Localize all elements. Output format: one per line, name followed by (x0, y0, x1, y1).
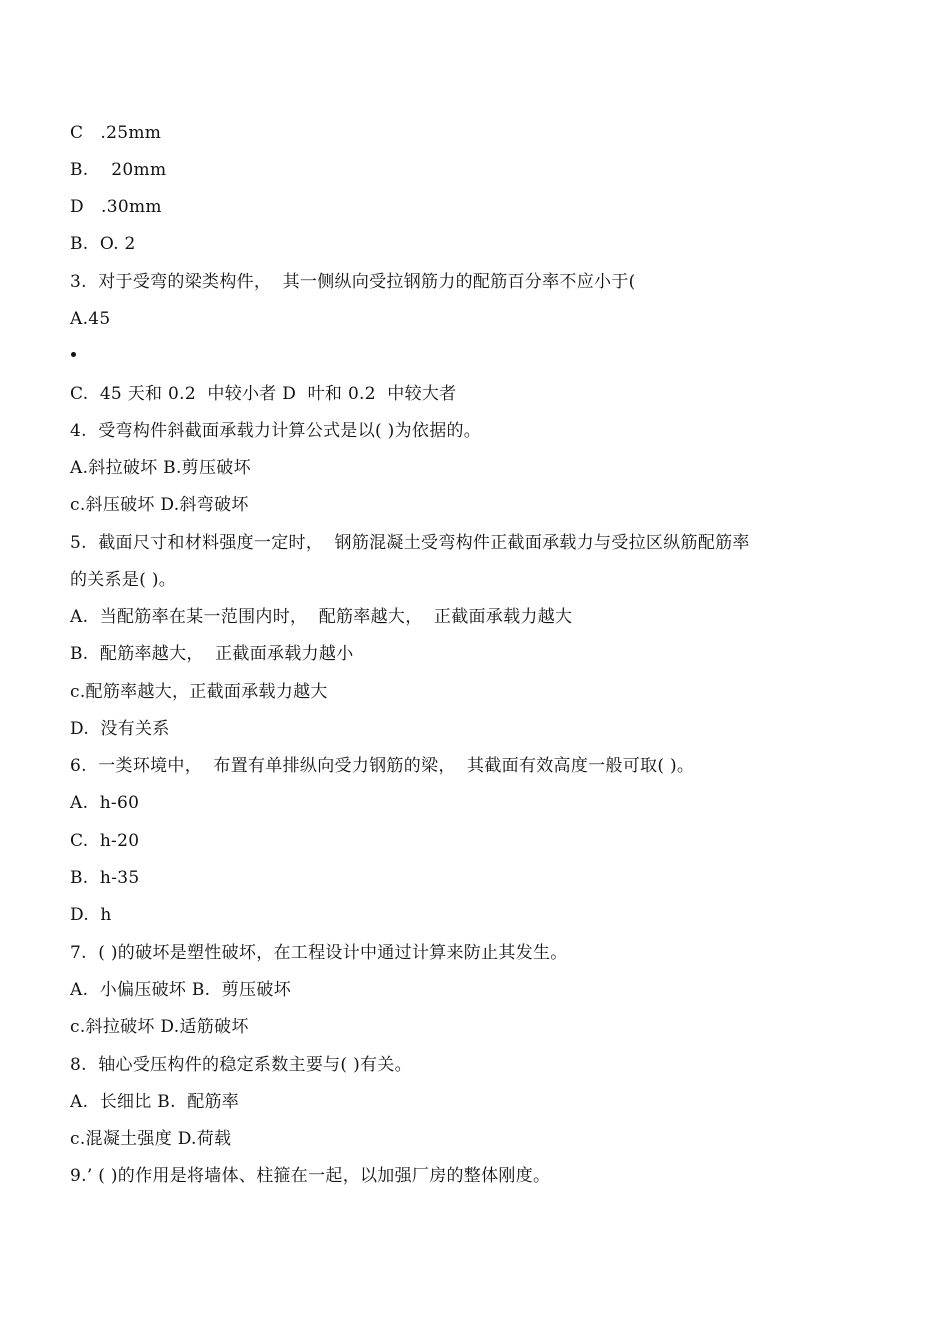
question-9: 9.’ ( )的作用是将墙体、柱箍在一起，以加强厂房的整体刚度。 (70, 1166, 551, 1186)
q4-option-a-b: A.斜拉破坏 B.剪压破坏 (70, 458, 251, 478)
q7-option-c-d: c.斜拉破坏 D.适筋破坏 (70, 1017, 249, 1037)
question-4: 4. 受弯构件斜截面承载力计算公式是以( )为依据的。 (70, 421, 482, 441)
question-5-line-1: 5. 截面尺寸和材料强度一定时， 钢筋混凝土受弯构件正截面承载力与受拉区纵筋配筋率 (70, 533, 750, 553)
q8-option-a-b: A. 长细比 B. 配筋率 (70, 1092, 240, 1112)
option-d-30mm: D .30mm (70, 197, 162, 217)
question-3: 3. 对于受弯的梁类构件， 其一侧纵向受拉钢筋力的配筋百分率不应小于( (70, 272, 636, 292)
q6-option-d: D. h (70, 905, 112, 925)
q4-option-c-d: c.斜压破坏 D.斜弯破坏 (70, 495, 249, 515)
question-5-line-2: 的关系是( )。 (70, 570, 177, 590)
q7-option-a-b: A. 小偏压破坏 B. 剪压破坏 (70, 980, 291, 1000)
q3-option-c-d: C. 45 天和 0.2 中较小者 D 叶和 0.2 中较大者 (70, 384, 457, 404)
q5-option-b: B. 配筋率越大， 正截面承载力越小 (70, 644, 354, 664)
option-c-25mm: C .25mm (70, 123, 162, 143)
question-6: 6. 一类环境中， 布置有单排纵向受力钢筋的梁， 其截面有效高度一般可取( )。 (70, 756, 695, 776)
q5-option-c: c.配筋率越大，正截面承载力越大 (70, 682, 328, 702)
q6-option-a: A. h-60 (70, 793, 140, 813)
q6-option-c: C. h-20 (70, 831, 140, 851)
bullet-mark (71, 352, 76, 357)
q5-option-a: A. 当配筋率在某一范围内时， 配筋率越大， 正截面承载力越大 (70, 607, 573, 627)
q5-option-d: D. 没有关系 (70, 719, 170, 739)
option-b-20mm: B. 20mm (70, 160, 167, 180)
q8-option-c-d: c.混凝土强度 D.荷载 (70, 1129, 232, 1149)
option-b-o2: B. O. 2 (70, 234, 136, 254)
question-7: 7. ( )的破坏是塑性破坏，在工程设计中通过计算来防止其发生。 (70, 943, 568, 963)
q3-option-a: A.45 (70, 309, 111, 329)
q6-option-b: B. h-35 (70, 868, 140, 888)
question-8: 8. 轴心受压构件的稳定系数主要与( )有关。 (70, 1055, 412, 1075)
